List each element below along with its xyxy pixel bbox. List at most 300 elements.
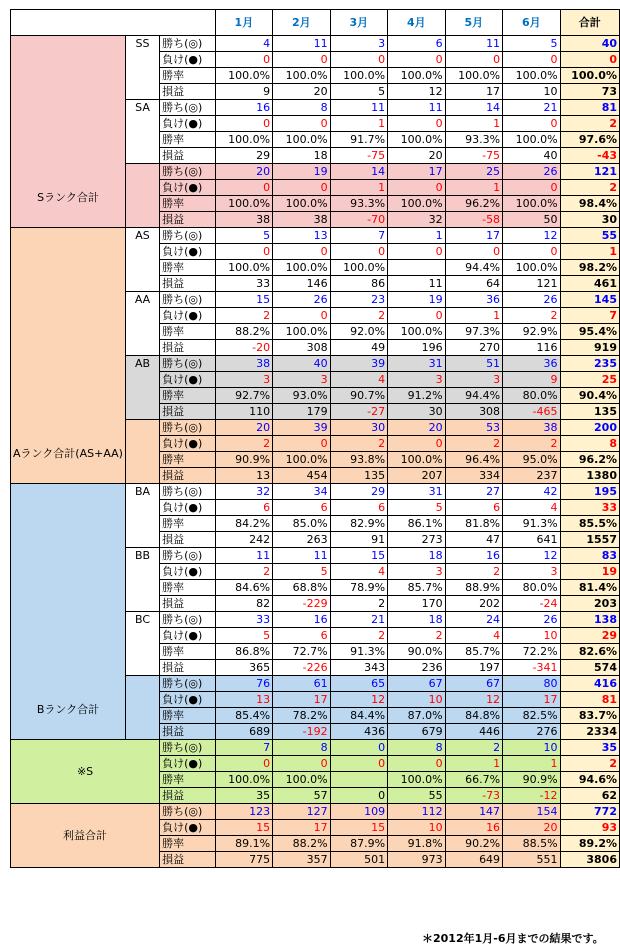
value-cell: 2: [215, 564, 272, 580]
value-cell: 84.4%: [330, 708, 387, 724]
value-cell: 6: [445, 500, 502, 516]
value-cell: 18: [273, 148, 330, 164]
value-cell: 96.2%: [560, 452, 619, 468]
metric-label: 勝率: [160, 644, 216, 660]
value-cell: 6: [215, 500, 272, 516]
value-cell: 100.0%: [388, 452, 445, 468]
value-cell: 90.9%: [215, 452, 272, 468]
value-cell: 127: [273, 804, 330, 820]
value-cell: 100.0%: [215, 772, 272, 788]
value-cell: 145: [560, 292, 619, 308]
value-cell: 31: [388, 356, 445, 372]
value-cell: 2: [215, 436, 272, 452]
value-cell: 8: [560, 436, 619, 452]
value-cell: 2: [445, 436, 502, 452]
value-cell: 100.0%: [330, 68, 387, 84]
value-cell: 273: [388, 532, 445, 548]
metric-label: 勝率: [160, 132, 216, 148]
value-cell: 197: [445, 660, 502, 676]
value-cell: 3: [503, 564, 560, 580]
metric-label: 負け(●): [160, 372, 216, 388]
value-cell: 2: [330, 628, 387, 644]
group-label: Sランク合計: [11, 36, 126, 228]
value-cell: 84.6%: [215, 580, 272, 596]
value-cell: 91.8%: [388, 836, 445, 852]
value-cell: 11: [388, 276, 445, 292]
value-cell: 8: [273, 740, 330, 756]
value-cell: 17: [273, 692, 330, 708]
value-cell: 65: [330, 676, 387, 692]
value-cell: 97.3%: [445, 324, 502, 340]
value-cell: 12: [503, 228, 560, 244]
metric-label: 勝ち(◎): [160, 740, 216, 756]
value-cell: 15: [330, 820, 387, 836]
metric-label: 負け(●): [160, 244, 216, 260]
value-cell: 34: [273, 484, 330, 500]
value-cell: 135: [560, 404, 619, 420]
value-cell: 85.7%: [388, 580, 445, 596]
group-label: Aランク合計(AS+AA): [11, 228, 126, 484]
value-cell: 100.0%: [445, 68, 502, 84]
value-cell: 1557: [560, 532, 619, 548]
metric-label: 勝率: [160, 196, 216, 212]
value-cell: 86: [330, 276, 387, 292]
subgroup-label: BA: [125, 484, 159, 548]
value-cell: 15: [215, 292, 272, 308]
value-cell: 96.2%: [445, 196, 502, 212]
metric-label: 勝率: [160, 388, 216, 404]
value-cell: 4: [330, 372, 387, 388]
group-label: ※S: [11, 740, 160, 804]
value-cell: 973: [388, 852, 445, 868]
value-cell: 0: [215, 52, 272, 68]
value-cell: 5: [215, 628, 272, 644]
value-cell: 0: [388, 180, 445, 196]
metric-label: 勝ち(◎): [160, 676, 216, 692]
value-cell: 81: [560, 100, 619, 116]
value-cell: 91.3%: [330, 644, 387, 660]
header-cell: 4月: [388, 10, 445, 36]
value-cell: 95.0%: [503, 452, 560, 468]
value-cell: 38: [503, 420, 560, 436]
value-cell: 16: [445, 820, 502, 836]
value-cell: 89.1%: [215, 836, 272, 852]
subgroup-spacer: [125, 420, 159, 484]
value-cell: 11: [273, 36, 330, 52]
value-cell: 4: [445, 628, 502, 644]
subgroup-label: BB: [125, 548, 159, 612]
header-cell: 1月: [215, 10, 272, 36]
value-cell: 100.0%: [273, 452, 330, 468]
value-cell: 112: [388, 804, 445, 820]
value-cell: 13: [215, 468, 272, 484]
value-cell: 26: [503, 164, 560, 180]
value-cell: 91.2%: [388, 388, 445, 404]
value-cell: 0: [273, 436, 330, 452]
value-cell: 5: [388, 500, 445, 516]
value-cell: 2: [560, 180, 619, 196]
value-cell: 94.6%: [560, 772, 619, 788]
value-cell: 195: [560, 484, 619, 500]
value-cell: -341: [503, 660, 560, 676]
value-cell: 0: [560, 52, 619, 68]
metric-label: 損益: [160, 596, 216, 612]
value-cell: 1: [445, 756, 502, 772]
value-cell: 0: [445, 244, 502, 260]
value-cell: 32: [215, 484, 272, 500]
value-cell: 20: [388, 420, 445, 436]
footnote: ＊2012年1月-6月までの結果です。: [422, 932, 604, 945]
metric-label: 勝率: [160, 260, 216, 276]
value-cell: 95.4%: [560, 324, 619, 340]
value-cell: 92.7%: [215, 388, 272, 404]
value-cell: 110: [215, 404, 272, 420]
value-cell: 92.0%: [330, 324, 387, 340]
metric-label: 勝ち(◎): [160, 100, 216, 116]
value-cell: 135: [330, 468, 387, 484]
value-cell: 196: [388, 340, 445, 356]
value-cell: 6: [330, 500, 387, 516]
value-cell: 5: [273, 564, 330, 580]
value-cell: 100.0%: [273, 324, 330, 340]
value-cell: 33: [215, 612, 272, 628]
value-cell: 1: [445, 116, 502, 132]
metric-label: 勝ち(◎): [160, 164, 216, 180]
value-cell: -27: [330, 404, 387, 420]
value-cell: -75: [330, 148, 387, 164]
value-cell: 5: [330, 84, 387, 100]
value-cell: 19: [273, 164, 330, 180]
metric-label: 負け(●): [160, 756, 216, 772]
value-cell: 55: [560, 228, 619, 244]
value-cell: 0: [388, 308, 445, 324]
value-cell: 3: [388, 564, 445, 580]
value-cell: 20: [215, 420, 272, 436]
value-cell: 100.0%: [215, 132, 272, 148]
value-cell: 55: [388, 788, 445, 804]
value-cell: 276: [503, 724, 560, 740]
value-cell: 8: [388, 740, 445, 756]
subgroup-label: AB: [125, 356, 159, 420]
value-cell: 2: [560, 116, 619, 132]
value-cell: 40: [273, 356, 330, 372]
value-cell: 147: [445, 804, 502, 820]
value-cell: 93.3%: [445, 132, 502, 148]
group-label: 利益合計: [11, 804, 160, 868]
value-cell: 86.1%: [388, 516, 445, 532]
value-cell: 0: [273, 756, 330, 772]
metric-label: 負け(●): [160, 500, 216, 516]
metric-label: 勝率: [160, 772, 216, 788]
value-cell: 85.7%: [445, 644, 502, 660]
value-cell: 2: [330, 436, 387, 452]
value-cell: 1: [330, 180, 387, 196]
group-label: Bランク合計: [11, 484, 126, 740]
value-cell: 237: [503, 468, 560, 484]
value-cell: 121: [560, 164, 619, 180]
value-cell: 3: [330, 36, 387, 52]
value-cell: 35: [560, 740, 619, 756]
value-cell: 89.2%: [560, 836, 619, 852]
value-cell: 12: [445, 692, 502, 708]
value-cell: 138: [560, 612, 619, 628]
value-cell: -58: [445, 212, 502, 228]
value-cell: 88.9%: [445, 580, 502, 596]
metric-label: 負け(●): [160, 820, 216, 836]
value-cell: 94.4%: [445, 260, 502, 276]
metric-label: 負け(●): [160, 692, 216, 708]
value-cell: -73: [445, 788, 502, 804]
metric-label: 勝率: [160, 580, 216, 596]
value-cell: 92.9%: [503, 324, 560, 340]
value-cell: 100.0%: [503, 260, 560, 276]
value-cell: 42: [503, 484, 560, 500]
results-table-container: [10, 9, 620, 868]
value-cell: 10: [503, 628, 560, 644]
value-cell: 29: [330, 484, 387, 500]
value-cell: 0: [388, 52, 445, 68]
value-cell: 3806: [560, 852, 619, 868]
subgroup-label: SA: [125, 100, 159, 164]
value-cell: 90.2%: [445, 836, 502, 852]
value-cell: 85.5%: [560, 516, 619, 532]
value-cell: 100.0%: [503, 196, 560, 212]
value-cell: 100.0%: [273, 132, 330, 148]
value-cell: 121: [503, 276, 560, 292]
value-cell: 6: [273, 500, 330, 516]
value-cell: 334: [445, 468, 502, 484]
value-cell: 1: [330, 116, 387, 132]
value-cell: 4: [330, 564, 387, 580]
value-cell: 100.0%: [503, 132, 560, 148]
value-cell: 81.4%: [560, 580, 619, 596]
value-cell: 31: [388, 484, 445, 500]
value-cell: 7: [330, 228, 387, 244]
value-cell: 27: [445, 484, 502, 500]
value-cell: 109: [330, 804, 387, 820]
value-cell: 0: [388, 116, 445, 132]
value-cell: 100.0%: [388, 772, 445, 788]
value-cell: 87.0%: [388, 708, 445, 724]
value-cell: -20: [215, 340, 272, 356]
value-cell: -192: [273, 724, 330, 740]
value-cell: 16: [273, 612, 330, 628]
value-cell: 0: [273, 244, 330, 260]
value-cell: 78.2%: [273, 708, 330, 724]
value-cell: 2: [445, 564, 502, 580]
metric-label: 勝率: [160, 708, 216, 724]
value-cell: 0: [330, 52, 387, 68]
value-cell: 0: [330, 244, 387, 260]
value-cell: 454: [273, 468, 330, 484]
value-cell: 85.4%: [215, 708, 272, 724]
header-cell: 5月: [445, 10, 502, 36]
header-row: [11, 10, 620, 36]
value-cell: 0: [330, 788, 387, 804]
value-cell: 0: [503, 180, 560, 196]
value-cell: 0: [330, 740, 387, 756]
metric-label: 負け(●): [160, 628, 216, 644]
value-cell: 0: [503, 244, 560, 260]
value-cell: 501: [330, 852, 387, 868]
table-row: [11, 228, 620, 244]
value-cell: 98.2%: [560, 260, 619, 276]
metric-label: 負け(●): [160, 52, 216, 68]
total-row: [11, 804, 620, 820]
value-cell: 100.0%: [388, 132, 445, 148]
value-cell: 84.2%: [215, 516, 272, 532]
value-cell: 64: [445, 276, 502, 292]
value-cell: 100.0%: [330, 260, 387, 276]
value-cell: 90.4%: [560, 388, 619, 404]
value-cell: 649: [445, 852, 502, 868]
value-cell: 93.0%: [273, 388, 330, 404]
value-cell: 72.7%: [273, 644, 330, 660]
subgroup-label: SS: [125, 36, 159, 100]
value-cell: 87.9%: [330, 836, 387, 852]
value-cell: 308: [445, 404, 502, 420]
value-cell: 17: [503, 692, 560, 708]
metric-label: 損益: [160, 532, 216, 548]
value-cell: 0: [503, 52, 560, 68]
value-cell: 96.4%: [445, 452, 502, 468]
value-cell: [330, 772, 387, 788]
value-cell: 2334: [560, 724, 619, 740]
value-cell: 73: [560, 84, 619, 100]
value-cell: 446: [445, 724, 502, 740]
value-cell: 19: [388, 292, 445, 308]
value-cell: 12: [503, 548, 560, 564]
value-cell: 17: [445, 84, 502, 100]
metric-label: 勝ち(◎): [160, 548, 216, 564]
value-cell: 7: [560, 308, 619, 324]
subgroup-label: BC: [125, 612, 159, 676]
value-cell: 47: [445, 532, 502, 548]
value-cell: 91: [330, 532, 387, 548]
value-cell: 93.3%: [330, 196, 387, 212]
metric-label: 損益: [160, 212, 216, 228]
value-cell: 154: [503, 804, 560, 820]
value-cell: 14: [445, 100, 502, 116]
value-cell: 9: [503, 372, 560, 388]
value-cell: 2: [215, 308, 272, 324]
value-cell: 84.8%: [445, 708, 502, 724]
metric-label: 勝率: [160, 836, 216, 852]
metric-label: 勝率: [160, 516, 216, 532]
table-row: [11, 36, 620, 52]
metric-label: 損益: [160, 148, 216, 164]
value-cell: 100.0%: [215, 260, 272, 276]
value-cell: 25: [560, 372, 619, 388]
value-cell: 17: [445, 228, 502, 244]
value-cell: 26: [503, 612, 560, 628]
value-cell: 170: [388, 596, 445, 612]
value-cell: 72.2%: [503, 644, 560, 660]
value-cell: 32: [388, 212, 445, 228]
value-cell: 1: [388, 228, 445, 244]
value-cell: 33: [560, 500, 619, 516]
value-cell: 36: [503, 356, 560, 372]
value-cell: 1: [445, 308, 502, 324]
value-cell: 24: [445, 612, 502, 628]
value-cell: 91.3%: [503, 516, 560, 532]
value-cell: 116: [503, 340, 560, 356]
metric-label: 損益: [160, 724, 216, 740]
value-cell: 772: [560, 804, 619, 820]
metric-label: 損益: [160, 276, 216, 292]
value-cell: 40: [503, 148, 560, 164]
value-cell: 574: [560, 660, 619, 676]
value-cell: 0: [215, 244, 272, 260]
value-cell: 20: [273, 84, 330, 100]
value-cell: 10: [388, 692, 445, 708]
value-cell: 100.0%: [503, 68, 560, 84]
value-cell: 68.8%: [273, 580, 330, 596]
value-cell: 91.7%: [330, 132, 387, 148]
results-table: [10, 9, 620, 868]
metric-label: 負け(●): [160, 116, 216, 132]
value-cell: 3: [215, 372, 272, 388]
value-cell: 365: [215, 660, 272, 676]
metric-label: 損益: [160, 852, 216, 868]
metric-label: 勝ち(◎): [160, 292, 216, 308]
metric-label: 勝ち(◎): [160, 612, 216, 628]
subgroup-spacer: [125, 676, 159, 740]
value-cell: 100.0%: [273, 772, 330, 788]
value-cell: 11: [445, 36, 502, 52]
metric-label: 勝ち(◎): [160, 228, 216, 244]
value-cell: 0: [215, 180, 272, 196]
metric-label: 勝率: [160, 452, 216, 468]
value-cell: 100.0%: [388, 196, 445, 212]
value-cell: 90.0%: [388, 644, 445, 660]
value-cell: 7: [215, 740, 272, 756]
value-cell: 6: [273, 628, 330, 644]
value-cell: 30: [388, 404, 445, 420]
metric-label: 損益: [160, 340, 216, 356]
value-cell: 357: [273, 852, 330, 868]
header-cell: 3月: [330, 10, 387, 36]
value-cell: 0: [388, 756, 445, 772]
metric-label: 損益: [160, 84, 216, 100]
value-cell: 2: [388, 628, 445, 644]
table-row: [11, 484, 620, 500]
value-cell: -12: [503, 788, 560, 804]
value-cell: 10: [503, 740, 560, 756]
value-cell: 26: [273, 292, 330, 308]
value-cell: 679: [388, 724, 445, 740]
value-cell: 38: [215, 212, 272, 228]
value-cell: 29: [215, 148, 272, 164]
value-cell: 11: [215, 548, 272, 564]
value-cell: 100.0%: [215, 68, 272, 84]
value-cell: -465: [503, 404, 560, 420]
value-cell: 12: [330, 692, 387, 708]
value-cell: 2: [330, 308, 387, 324]
value-cell: 17: [388, 164, 445, 180]
value-cell: 85.0%: [273, 516, 330, 532]
value-cell: 16: [215, 100, 272, 116]
header-corner: [11, 10, 216, 36]
value-cell: 308: [273, 340, 330, 356]
metric-label: 勝ち(◎): [160, 36, 216, 52]
value-cell: 35: [215, 788, 272, 804]
value-cell: 49: [330, 340, 387, 356]
metric-label: 勝ち(◎): [160, 804, 216, 820]
value-cell: 100.0%: [388, 324, 445, 340]
metric-label: 損益: [160, 404, 216, 420]
value-cell: 38: [215, 356, 272, 372]
